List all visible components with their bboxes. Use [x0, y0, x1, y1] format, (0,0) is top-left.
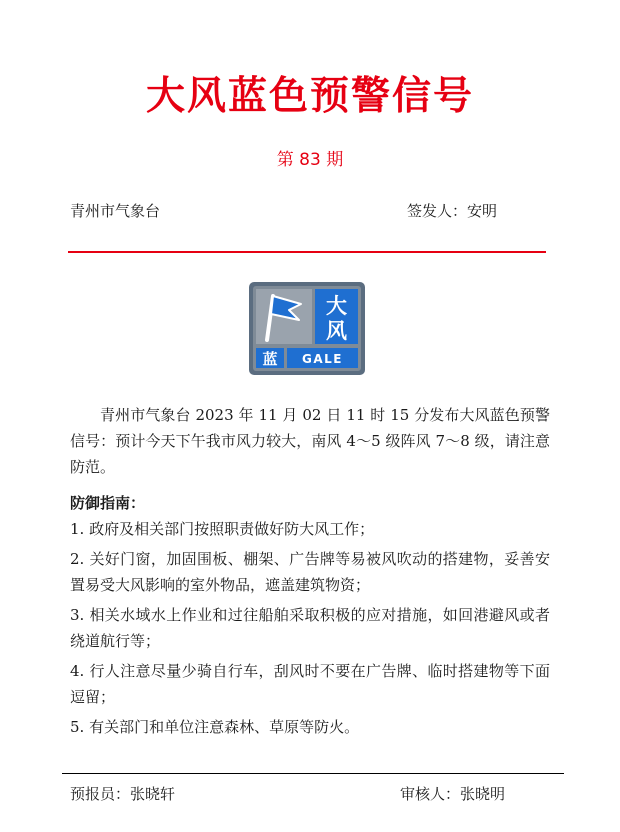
document-title: 大风蓝色预警信号 [145, 74, 474, 119]
guide-item-2: 2. 关好门窗，加固围板、棚架、广告牌等易被风吹动的搭建物，妥善安置易受大风影响的室外物品，遮盖建筑物资； [70, 550, 550, 594]
guide-item-1: 1. 政府及相关部门按照职责做好防大风工作； [70, 520, 375, 538]
guide-item-4: 4. 行人注意尽量少骑自行车，刮风时不要在广告牌、临时搭建物等下面逗留； [70, 662, 550, 706]
issue-number: 第 83 期 [276, 150, 344, 170]
reviewer: 审核人：张晓明 [400, 785, 506, 803]
icon-text-lan: 蓝 [262, 350, 278, 368]
red-divider [68, 251, 546, 253]
warning-paragraph: 青州市气象台 2023 年 11 月 02 日 11 时 15 分发布大风蓝色预警信号：预计今天下午我市风力较大，南风 4～5 级阵风 7～8 级，请注意防范。 [70, 406, 550, 476]
guide-title: 防御指南： [70, 494, 146, 512]
guide-item-3: 3. 相关水域水上作业和过往船舶采取积极的应对措施，如回港避风或者绕道航行等； [70, 606, 550, 650]
icon-text-gale: GALE [302, 352, 343, 366]
forecaster: 预报员：张晓轩 [70, 785, 176, 803]
guide-list [70, 516, 550, 744]
signer: 签发人：安明 [407, 202, 498, 220]
issuing-agency: 青州市气象台 [70, 202, 161, 220]
icon-text-feng: 风 [326, 319, 347, 343]
guide-item-5: 5. 有关部门和单位注意森林、草原等防火。 [70, 718, 360, 736]
footer-divider [62, 773, 564, 774]
gale-blue-warning-icon [249, 282, 365, 375]
icon-text-da: 大 [326, 294, 347, 318]
